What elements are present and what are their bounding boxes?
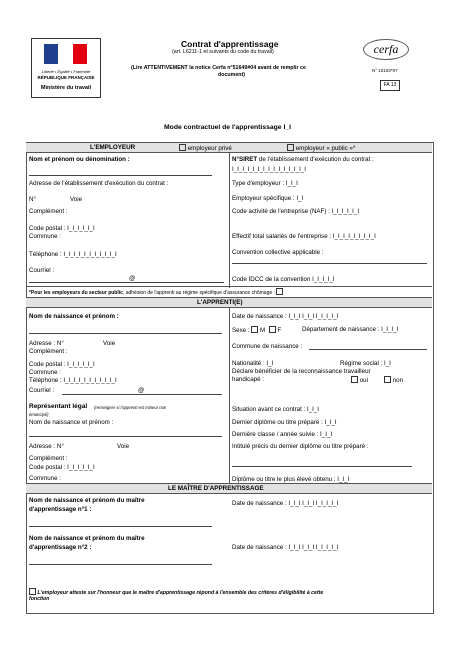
dernier-diplome[interactable]: Dernier diplôme ou titre préparé : I_I_I xyxy=(232,419,337,426)
handicap-label-2: handicapé : xyxy=(232,376,264,383)
french-flag-icon xyxy=(44,44,87,64)
logo-motto: Liberté • Égalité • Fraternité xyxy=(41,69,91,74)
column-divider xyxy=(229,307,230,483)
apprenti-heading: L'APPRENTI(E) xyxy=(197,299,243,306)
attestation-line-1: L'employeur atteste sur l'honneur que le maître d'apprentissage répond à l'ensemble des critères d'éligibilité à cette xyxy=(29,588,323,597)
siret-field[interactable]: I_I_I_I_I_I_I_I_I_I_I_I_I_I_I xyxy=(232,166,306,173)
ministry-name: Ministère du travail xyxy=(40,85,92,91)
apprenti-voie-label: Voie xyxy=(103,340,116,347)
representant-adresse-label: Adresse : N° xyxy=(29,443,64,450)
representant-nom-label: Nom de naissance et prénom : xyxy=(29,419,114,426)
apprenti-adresse-label: Adresse : N° xyxy=(29,340,64,347)
code-naf[interactable]: Code activité de l'entreprise (NAF) : I_I_I_I_I_I xyxy=(232,208,360,215)
handicap-non-option[interactable]: non xyxy=(384,376,403,384)
attestation-line-2: fonction xyxy=(29,596,50,602)
apprenti-nom-label: Nom de naissance et prénom : xyxy=(29,313,119,320)
representant-legal-label: Représentant légal xyxy=(29,403,88,410)
derniere-classe[interactable]: Dernière classe / année suivie : I_I_I xyxy=(232,431,333,438)
apprenti-courriel-line[interactable] xyxy=(62,394,222,395)
fa-code-box: FA 13 xyxy=(380,80,400,91)
representant-nom-line[interactable] xyxy=(29,436,222,437)
apprenti-code-postal[interactable]: Code postal : I_I_I_I_I_I xyxy=(29,361,95,368)
form-subtitle: (art. L6211-1 et suivants du code du travail) xyxy=(172,49,274,55)
employeur-code-postal[interactable]: Code postal : I_I_I_I_I_I xyxy=(29,225,95,232)
sexe-f-checkbox[interactable] xyxy=(269,326,276,333)
employeur-voie-label: Voie xyxy=(70,196,83,203)
situation-avant-contrat[interactable]: Situation avant ce contrat : I_I_I xyxy=(232,406,320,413)
maitre2-label-1: Nom de naissance et prénom du maître xyxy=(29,535,145,542)
cerfa-logo: cerfa xyxy=(363,39,409,60)
attestation-checkbox[interactable] xyxy=(29,588,36,595)
maitre-heading-band xyxy=(26,483,432,494)
logo-country: RÉPUBLIQUE FRANÇAISE xyxy=(37,75,95,80)
maitre2-date-naissance[interactable]: Date de naissance : I_I_I I_I_I I_I_I_I_I xyxy=(232,544,339,551)
maitre1-label-2: d'apprentissage n°1 : xyxy=(29,506,92,513)
employeur-heading: L'EMPLOYEUR xyxy=(90,144,136,151)
employeur-complement-label: Complément : xyxy=(29,208,68,215)
representant-note-2: émancipé) xyxy=(29,412,49,417)
employeur-adresse-label: Adresse de l'établissement d'exécution du contrat : xyxy=(29,180,169,187)
separator-line xyxy=(26,286,432,287)
checkbox-icon xyxy=(179,144,186,151)
employeur-courriel-line[interactable] xyxy=(29,282,224,283)
type-employeur[interactable]: Type d'employeur : I_I_I xyxy=(232,180,298,187)
form-title: Contrat d'apprentissage xyxy=(181,39,279,49)
maitre1-label-1: Nom de naissance et prénom du maître xyxy=(29,497,145,504)
employeur-courriel-label: Courriel : xyxy=(29,267,55,274)
representant-commune-label: Commune : xyxy=(29,475,61,482)
apprenti-complement-label: Complément : xyxy=(29,348,68,355)
notice-line-1: (Lire ATTENTIVEMENT la notice Cerfa n°51649#04 avant de remplir ce xyxy=(131,65,306,71)
commune-naissance-line[interactable] xyxy=(309,349,427,350)
commune-naissance-label: Commune de naissance : xyxy=(232,343,303,350)
apprenti-telephone[interactable]: Téléphone : I_I_I_I_I_I_I_I_I_I_I xyxy=(29,377,117,384)
representant-note-1: (renseigner si l'apprenti est mineur non xyxy=(94,405,167,410)
apprenti-at-sign: @ xyxy=(138,387,145,394)
departement-naissance[interactable]: Département de naissance : I_I_I_I xyxy=(302,326,399,333)
employeur-telephone[interactable]: Téléphone : I_I_I_I_I_I_I_I_I_I_I xyxy=(29,251,117,258)
employeur-specifique[interactable]: Employeur spécifique : I_I xyxy=(232,195,304,202)
secteur-public-note: *Pour les employeurs du secteur public, adhésion de l'apprenti au régime spécifique d'assurance chômage : xyxy=(29,288,283,297)
notice-line-2: document) xyxy=(218,72,246,78)
chomage-checkbox[interactable] xyxy=(276,288,283,295)
diplome-plus-eleve[interactable]: Diplôme ou titre le plus élevé obtenu : I_I_I xyxy=(232,476,350,483)
nationalite[interactable]: Nationalité : I_I xyxy=(232,360,274,367)
handicap-label-1: Déclare bénéficier de la reconnaissance travailleur xyxy=(232,368,371,375)
maitre2-label-2: d'apprentissage n°2 : xyxy=(29,544,92,551)
sexe-m-checkbox[interactable] xyxy=(251,326,258,333)
employeur-nom-line[interactable] xyxy=(29,175,212,176)
apprenti-nom-line[interactable] xyxy=(29,333,222,334)
apprenti-date-naissance[interactable]: Date de naissance : I_I_I I_I_I I_I_I_I_I xyxy=(232,313,339,320)
representant-complement-label: Complément : xyxy=(29,455,68,462)
checkbox-icon xyxy=(351,376,358,383)
employeur-prive-option[interactable]: employeur privé xyxy=(179,144,232,152)
convention-collective-line[interactable] xyxy=(232,263,427,264)
effectif-salaries[interactable]: Effectif total salariés de l'entreprise : I_I_I_I_I_I_I_I_I xyxy=(232,233,376,240)
siret-label: N°SIRET de l'établissement d'exécution du contrat : xyxy=(232,156,374,163)
employeur-commune-label: Commune : xyxy=(29,233,61,240)
representant-voie-label: Voie xyxy=(117,443,130,450)
apprenti-commune-label: Commune : xyxy=(29,369,61,376)
mode-contractuel: Mode contractuel de l'apprentissage I_I xyxy=(164,124,292,131)
checkbox-icon xyxy=(287,144,294,151)
intitule-diplome-line[interactable] xyxy=(232,466,412,467)
regime-social[interactable]: Régime social : I_I xyxy=(340,360,391,367)
apprenti-sexe: Sexe : M F xyxy=(232,327,282,334)
employeur-at-sign: @ xyxy=(129,275,136,282)
employeur-public-option[interactable]: employeur « public »* xyxy=(287,144,355,152)
maitre1-date-naissance[interactable]: Date de naissance : I_I_I I_I_I I_I_I_I_I xyxy=(232,500,339,507)
code-idcc[interactable]: Code IDCC de la convention I_I_I_I_I xyxy=(232,276,335,283)
convention-collective-label: Convention collective applicable : xyxy=(232,249,324,256)
representant-code-postal[interactable]: Code postal : I_I_I_I_I_I xyxy=(29,464,95,471)
column-divider xyxy=(229,152,230,288)
employeur-num-label: N° xyxy=(29,196,36,203)
maitre1-nom-line[interactable] xyxy=(29,526,212,527)
maitre-heading: LE MAÎTRE D'APPRENTISSAGE xyxy=(168,485,264,492)
cerfa-number: N° 10103*07 xyxy=(372,68,398,73)
handicap-oui-option[interactable]: oui xyxy=(351,376,368,384)
maitre2-nom-line[interactable] xyxy=(29,564,212,565)
checkbox-icon xyxy=(384,376,391,383)
apprenti-courriel-label: Courriel : xyxy=(29,387,55,394)
intitule-diplome-label: Intitulé précis du dernier diplôme ou titre préparé : xyxy=(232,443,369,450)
employeur-nom-label: Nom et prénom ou dénomination : xyxy=(29,156,130,163)
republique-francaise-logo xyxy=(31,38,101,98)
